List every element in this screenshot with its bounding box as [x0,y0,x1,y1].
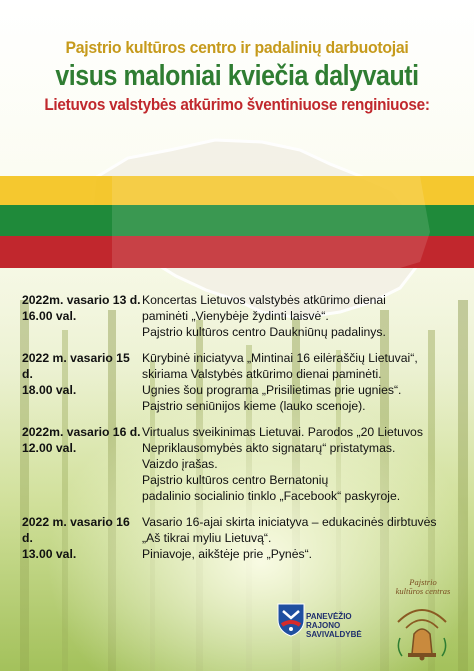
event-date: 2022 m. vasario 15 d. [22,351,130,381]
event-time: 12.00 val. [22,441,77,455]
event-line: Ugnies šou programa „Prisilietimas prie ugnies“. [142,383,402,397]
invitation-line-1: Pajstrio kultūros centro ir padalinių darbuotojai [65,38,409,57]
event-item [22,292,462,340]
event-date: 2022m. vasario 16 d. [22,425,141,439]
event-line: Pajstrio kultūros centro Daukniūnų padalinys. [142,325,386,339]
event-description [142,514,462,562]
invitation-line-2: visus maloniai kviečia dalyvauti [55,60,419,92]
event-line: Pajstrio kultūros centro Bernatonių [142,473,329,487]
event-line: Vaizdo įrašas. [142,457,218,471]
center-logo-line: kultūros centras [395,586,451,596]
event-line: padalinio socialinio tinklo „Facebook“ paskyroje. [142,489,401,503]
events-list [22,292,462,572]
event-line: paminėti „Vienybėje žydinti laisvė“. [142,309,329,323]
city-logo-line: PANEVĖŽIO [306,612,352,621]
event-line: Koncertas Lietuvos valstybės atkūrimo dienai [142,293,386,307]
event-time: 18.00 val. [22,383,77,397]
city-logo-text [306,612,362,639]
event-date: 2022m. vasario 13 d. [22,293,141,307]
event-line: Kūrybinė iniciatyva „Mintinai 16 eilėraščių Lietuvai“, [142,351,418,365]
event-item [22,424,462,504]
event-description [142,292,462,340]
event-date: 2022 m. vasario 16 d. [22,515,130,545]
center-logo-line: Pajstrio [409,577,437,587]
event-line: „Aš tikrai myliu Lietuvą“. [142,531,272,545]
city-logo-line: RAJONO [306,621,341,630]
event-when [22,424,142,504]
header [0,38,474,115]
event-description [142,350,462,414]
event-item [22,350,462,414]
event-when [22,350,142,414]
event-time: 13.00 val. [22,547,77,561]
bell-icon [392,598,452,662]
city-logo-line: SAVIVALDYBĖ [306,630,362,639]
event-item [22,514,462,562]
event-line: Virtualus sveikinimas Lietuvai. Parodos „20 Lietuvos [142,425,423,439]
event-time: 16.00 val. [22,309,77,323]
event-line: Vasario 16-ajai skirta iniciatyva – edukacinės dirbtuvės [142,515,437,529]
event-line: Nepriklausomybės akto signatarų“ pristatymas. [142,441,396,455]
event-description [142,424,462,504]
event-when [22,292,142,340]
event-line: skiriama Valstybės atkūrimo dienai paminėti. [142,367,382,381]
center-logo-text [388,578,458,596]
event-when [22,514,142,562]
invitation-line-3: Lietuvos valstybės atkūrimo šventiniuose renginiuose: [44,95,430,114]
coat-of-arms-icon [276,602,306,638]
event-line: Pajstrio seniūnijos kieme (lauko scenoje). [142,399,366,413]
event-line: Piniavoje, aikštėje prie „Pynės“. [142,547,313,561]
